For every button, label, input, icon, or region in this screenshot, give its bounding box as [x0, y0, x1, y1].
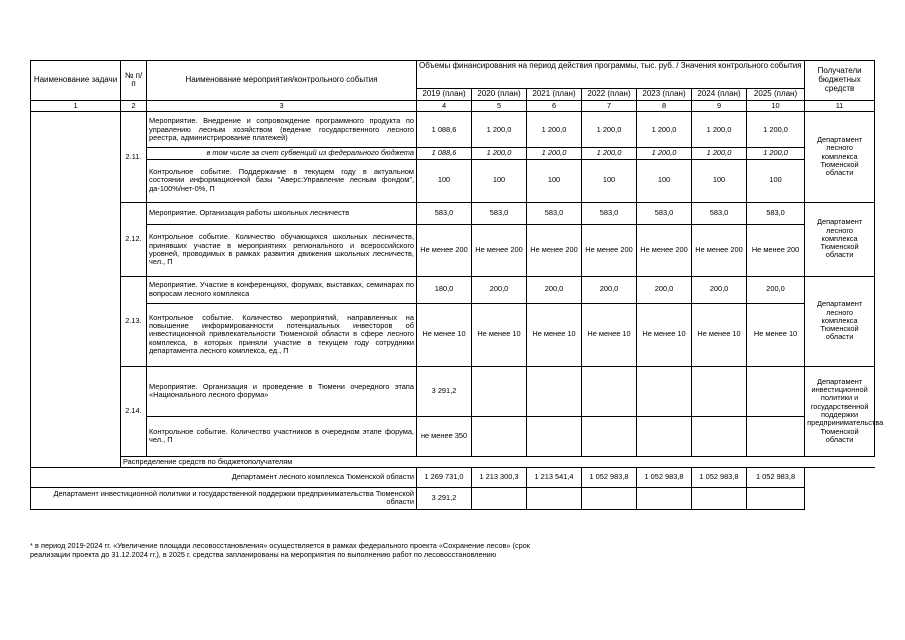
empty-cell — [527, 487, 582, 509]
value-cell: Не менее 10 — [582, 303, 637, 366]
value-cell: 100 — [637, 159, 692, 202]
empty-cell — [637, 366, 692, 416]
value-cell: 100 — [692, 159, 747, 202]
row-number: 2.11. — [121, 112, 147, 202]
distribution-dept2-row — [31, 487, 875, 509]
value-cell: Не менее 10 — [637, 303, 692, 366]
empty-cell — [472, 366, 527, 416]
value-cell: Не менее 200 — [582, 224, 637, 276]
column-number: 9 — [692, 100, 747, 111]
column-number: 5 — [472, 100, 527, 111]
recipient-cell: Департамент лесного комплекса Тюменской области — [805, 276, 875, 366]
value-cell: Не менее 10 — [472, 303, 527, 366]
value-cell: 1 269 731,0 — [417, 467, 472, 487]
header-number: № п/п — [121, 61, 147, 101]
row-2-14-event — [31, 366, 875, 416]
program-table — [30, 60, 884, 510]
empty-cell — [637, 416, 692, 456]
value-cell: Не менее 10 — [527, 303, 582, 366]
header-year: 2025 (план) — [747, 89, 805, 101]
value-cell: 1 052 983,8 — [637, 467, 692, 487]
value-cell: 583,0 — [582, 202, 637, 224]
row-2-11-subsidy — [31, 148, 875, 159]
dept2-name: Департамент инвестиционной политики и государственной поддержки предпринимательства Тюменской области — [31, 487, 417, 509]
value-cell: Не менее 200 — [417, 224, 472, 276]
event-text: Мероприятие. Организация работы школьных лесничеств — [147, 202, 417, 224]
column-number: 11 — [805, 100, 875, 111]
value-cell: 1 088,6 — [417, 112, 472, 148]
row-number: 2.12. — [121, 202, 147, 276]
value-cell: 1 200,0 — [582, 148, 637, 159]
empty-cell — [582, 416, 637, 456]
value-cell: 100 — [527, 159, 582, 202]
value-cell: Не менее 200 — [747, 224, 805, 276]
value-cell: 1 200,0 — [747, 112, 805, 148]
task-name-cell — [31, 112, 121, 468]
row-number: 2.14. — [121, 366, 147, 456]
row-2-11-control — [31, 159, 875, 202]
recipient-cell: Департамент лесного комплекса Тюменской области — [805, 202, 875, 276]
value-cell: Не менее 200 — [472, 224, 527, 276]
empty-cell — [582, 366, 637, 416]
value-cell: 583,0 — [417, 202, 472, 224]
header-task-name: Наименование задачи — [31, 61, 121, 101]
empty-cell — [472, 416, 527, 456]
empty-cell — [805, 467, 875, 487]
recipient-cell: Департамент инвестиционной политики и государственной поддержки предпринимательства Тюменской области — [805, 366, 875, 456]
event-text: Мероприятие. Внедрение и сопровождение программного продукта по управлению лесным хозяйством (ведение государственного лесного реестра, администрирование платежей) — [147, 112, 417, 148]
value-cell: 1 200,0 — [637, 148, 692, 159]
empty-cell — [692, 366, 747, 416]
subsidy-text: в том числе за счет субвенций из федерального бюджета — [147, 148, 417, 159]
value-cell: 1 052 983,8 — [747, 467, 805, 487]
empty-cell — [805, 487, 875, 509]
value-cell: 1 052 983,8 — [692, 467, 747, 487]
value-cell: 1 200,0 — [527, 112, 582, 148]
empty-cell — [747, 366, 805, 416]
distribution-title-row — [31, 456, 875, 467]
value-cell: 583,0 — [637, 202, 692, 224]
value-cell: 583,0 — [692, 202, 747, 224]
value-cell: 1 213 541,4 — [527, 467, 582, 487]
value-cell: 583,0 — [527, 202, 582, 224]
value-cell: 1 200,0 — [747, 148, 805, 159]
header-year: 2019 (план) — [417, 89, 472, 101]
value-cell: 100 — [417, 159, 472, 202]
value-cell: 3 291,2 — [417, 366, 472, 416]
header-recipients: Получатели бюджетных средств — [805, 61, 875, 101]
value-cell: 200,0 — [747, 276, 805, 303]
event-text: Мероприятие. Участие в конференциях, форумах, выставках, семинарах по вопросам лесного комплекса — [147, 276, 417, 303]
column-number: 7 — [582, 100, 637, 111]
value-cell: 1 200,0 — [582, 112, 637, 148]
empty-cell — [747, 416, 805, 456]
header-year: 2022 (план) — [582, 89, 637, 101]
column-number: 10 — [747, 100, 805, 111]
control-text: Контрольное событие. Количество обучающихся школьных лесничеств, принявших участие в мероприятиях регионального и всероссийского уровней, проводимых в рамках развития движения школьных лесничеств, чел., П — [147, 224, 417, 276]
value-cell: 100 — [747, 159, 805, 202]
column-number: 1 — [31, 100, 121, 111]
empty-cell — [527, 416, 582, 456]
value-cell: 200,0 — [527, 276, 582, 303]
header-funding: Объемы финансирования на период действия программы, тыс. руб. / Значения контрольного события — [417, 61, 805, 89]
column-number: 3 — [147, 100, 417, 111]
value-cell: 583,0 — [472, 202, 527, 224]
value-cell: 583,0 — [747, 202, 805, 224]
distribution-dept1-row — [31, 467, 875, 487]
header-year: 2024 (план) — [692, 89, 747, 101]
empty-cell — [692, 487, 747, 509]
recipient-cell: Департамент лесного комплекса Тюменской области — [805, 112, 875, 202]
row-2-12-event — [31, 202, 875, 224]
value-cell: 200,0 — [472, 276, 527, 303]
value-cell: 3 291,2 — [417, 487, 472, 509]
value-cell: Не менее 200 — [527, 224, 582, 276]
empty-cell — [692, 416, 747, 456]
control-text: Контрольное событие. Поддержание в текущем году в актуальном состоянии информационной базы "Аверс:Управление лесным фондом", да-100%/нет-0%, П — [147, 159, 417, 202]
row-number: 2.13. — [121, 276, 147, 366]
control-text: Контрольное событие. Количество мероприятий, направленных на повышение информированности потенциальных инвесторов об инвестиционной привлекательности Тюменской области в сфере лесного комплекса, в которых приняли участие в текущем году сотрудники департамента лесного комплекса, ед., П — [147, 303, 417, 366]
value-cell: 100 — [582, 159, 637, 202]
column-numbers-row — [31, 100, 875, 111]
footnote: * в период 2019-2024 гг. «Увеличение площади лесовосстановления» осуществляется в рамках федерального проекта «Сохранение лесов» (срок реализации проекта до 31.12.2024 гг.), в 2025 г. средства запланированы на мероприятия по выполнению работ по лесовосстановлению — [30, 541, 530, 560]
event-text: Мероприятие. Организация и проведение в Тюмени очередного этапа «Национального лесного форума» — [147, 366, 417, 416]
empty-cell — [582, 487, 637, 509]
empty-cell — [472, 487, 527, 509]
control-text: Контрольное событие. Количество участников в очередном этапе форума, чел., П — [147, 416, 417, 456]
header-year: 2020 (план) — [472, 89, 527, 101]
column-number: 2 — [121, 100, 147, 111]
value-cell: 1 200,0 — [472, 148, 527, 159]
row-2-13-event — [31, 276, 875, 303]
row-2-12-control — [31, 224, 875, 276]
value-cell: 200,0 — [637, 276, 692, 303]
row-2-13-control — [31, 303, 875, 366]
value-cell: 1 088,6 — [417, 148, 472, 159]
value-cell: 1 213 300,3 — [472, 467, 527, 487]
empty-cell — [527, 366, 582, 416]
row-2-14-control — [31, 416, 875, 456]
value-cell: Не менее 200 — [692, 224, 747, 276]
value-cell: 1 200,0 — [637, 112, 692, 148]
value-cell: 1 052 983,8 — [582, 467, 637, 487]
value-cell: Не менее 200 — [637, 224, 692, 276]
value-cell: не менее 350 — [417, 416, 472, 456]
value-cell: Не менее 10 — [692, 303, 747, 366]
value-cell: 200,0 — [692, 276, 747, 303]
value-cell: 100 — [472, 159, 527, 202]
empty-cell — [747, 487, 805, 509]
header-year: 2023 (план) — [637, 89, 692, 101]
value-cell: Не менее 10 — [747, 303, 805, 366]
empty-cell — [637, 487, 692, 509]
value-cell: Не менее 10 — [417, 303, 472, 366]
value-cell: 200,0 — [582, 276, 637, 303]
value-cell: 1 200,0 — [527, 148, 582, 159]
column-number: 4 — [417, 100, 472, 111]
header-row — [31, 61, 875, 89]
header-event-name: Наименование мероприятия/контрольного события — [147, 61, 417, 101]
column-number: 6 — [527, 100, 582, 111]
value-cell: 1 200,0 — [692, 148, 747, 159]
distribution-title: Распределение средств по бюджетополучателям — [121, 456, 875, 467]
value-cell: 180,0 — [417, 276, 472, 303]
column-number: 8 — [637, 100, 692, 111]
header-year: 2021 (план) — [527, 89, 582, 101]
row-2-11-event — [31, 112, 875, 148]
value-cell: 1 200,0 — [692, 112, 747, 148]
value-cell: 1 200,0 — [472, 112, 527, 148]
dept1-name: Департамент лесного комплекса Тюменской области — [31, 467, 417, 487]
